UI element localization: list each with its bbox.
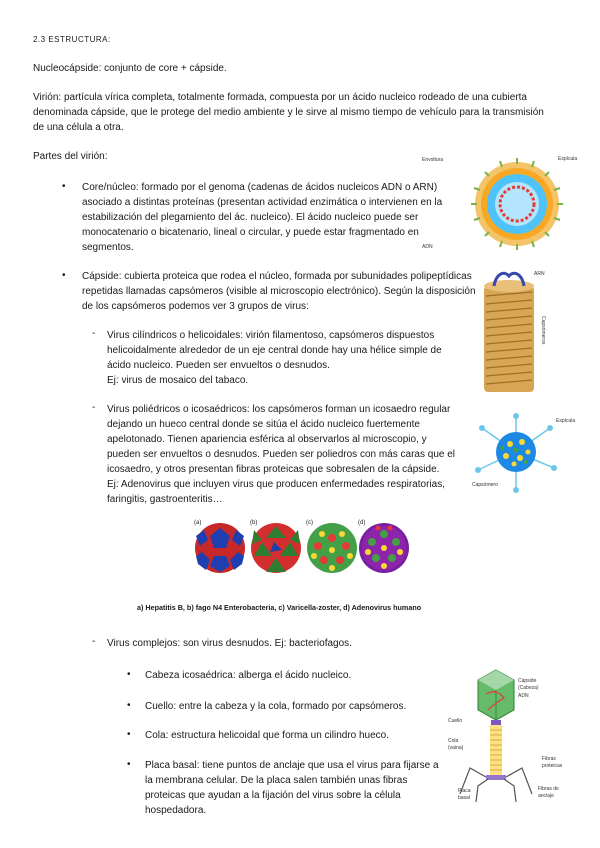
poliedrico-line-5: icosaedro, y otros presentan fibras proteicas que sobresalen de la cápside. [107,464,440,475]
virion-cross-section-figure [420,152,592,252]
panel-label-c: (c) [306,520,313,526]
label-espicula-2: Espícula [556,418,576,424]
icosahedron-b [251,523,301,573]
virion-line-3: de una célula a otra. [33,122,124,133]
placa-line-3: proteicas que ayudan a la fijación del virus sobre la célula [145,790,401,801]
complejos-line: Virus complejos: son virus desnudos. Ej: bacteriofagos. [107,638,352,649]
bullet: • [127,729,131,740]
poliedrico-line-6: Ej: Adenovirus que incluyen virus que producen enfermedades respiratorias, [107,479,445,490]
helicoidal-line-1: Virus cilíndricos o helicoidales: virión filamentoso, capsómeros dispuestos [107,330,435,341]
label-fibras: Fibras [542,756,556,762]
panel-label-d: (d) [358,520,366,526]
icosahedron-a [195,523,245,573]
virion-line-2: denominada cápside, que le protege del medio ambiente y le sirve al mismo tiempo de vehículo para la transmisión [33,107,544,118]
label-capsomero: Capsómero [472,482,498,488]
bullet: • [62,181,66,192]
placa-line-2: la membrana celular. De la placa salen también unas fibras [145,775,408,786]
placa-line-4: hospedadora. [145,805,207,816]
bullet: • [127,759,131,770]
label-capside: Cápside [518,678,537,684]
label-cabeza: (Cabeza) [518,685,539,691]
capside-line-2: repetidas llamadas capsómeros (visible al microscopio electrónico). Según la disposición [82,286,476,297]
label-espicula: Espícula [558,156,578,162]
poliedrico-line-1: Virus poliédricos o icosaédricos: los capsómeros forman un icosaedro regular [107,404,451,415]
dash: - [92,402,96,413]
helical-capsid-figure [476,266,556,396]
capside-line-1: Cápside: cubierta proteica que rodea el núcleo, formada por subunidades polipeptídicas [82,271,472,282]
helicoidal-line-3: ácido nucleico. Pueden ser envueltos o desnudos. [107,360,330,371]
panel-label-a: (a) [194,520,202,526]
helicoidal-line-4: Ej: virus de mosaico del tabaco. [107,375,249,386]
icosahedron-c [307,523,357,573]
label-placa: Placa [458,788,471,794]
label-cuello: Cuello [448,718,463,724]
dash: - [92,636,96,647]
bullet: • [127,700,131,711]
parts-title: Partes del virión: [33,151,108,162]
icosahedron-d [359,523,409,573]
label-basal: basal [458,795,470,801]
label-cola: Cola [448,738,459,744]
label-anclaje: anclaje [538,793,554,799]
icosahedra-caption: a) Hepatitis B, b) fago N4 Enterobacteria, c) Varicella-zoster, d) Adenovirus humano [137,603,422,613]
bacteriophage-figure [446,664,586,806]
virion-line-1: Virión: partícula vírica completa, totalmente formada, compuesta por un ácido nucleico rodeado de una cubierta [33,92,527,103]
label-vaina: (vaina) [448,745,464,751]
core-line-4: monocatenario o bicatenario, lineal o circular, y puede estar fragmentado en [82,227,419,238]
core-line-5: segmentos. [82,242,134,253]
label-envoltura: Envoltura [422,157,444,163]
bullet: • [62,270,66,281]
label-proteicas: proteicas [542,763,563,769]
poliedrico-line-2: dejando un hueco central donde se sitúa el ácido nucleico fuertemente [107,419,420,430]
spiked-icosahedral-figure [470,412,580,494]
label-fibras-de: Fibras de [538,786,559,792]
nucleocapside-definition: Nucleocápside: conjunto de core + cápside. [33,63,227,74]
poliedrico-line-3: apelotonado. Tienen apariencia esférica al observarlos al microscopio, y [107,434,427,445]
panel-label-b: (b) [250,520,258,526]
dash: - [92,328,96,339]
placa-line-1: Placa basal: tiene puntos de anclaje que usa el virus para fijarse a [145,760,439,771]
poliedrico-line-7: faringitis, gastroenteritis… [107,494,223,505]
icosahedra-figure [190,516,412,574]
label-arn: ARN [534,271,545,277]
core-line-3: estabilización del plegamiento del ác. nucleico). El ácido nucleico puede ser [82,212,419,223]
core-line-2: asociado a distintas proteínas (presentan actividad enzimática o intervienen en la [82,197,443,208]
poliedrico-line-4: pueden ser envueltos o desnudos. Pueden ser poliedros con más caras que el [107,449,456,460]
bullet: • [127,669,131,680]
helicoidal-line-2: helicoidalmente alrededor de un eje central donde hay una hélice simple de [107,345,442,356]
capside-line-3: de los capsómeros podemos ver 3 grupos de virus: [82,301,309,312]
section-heading: 2.3 ESTRUCTURA: [33,35,111,44]
core-line-1: Core/núcleo: formado por el genoma (cadenas de ácidos nucleicos ADN o ARN) [82,182,438,193]
label-adn: ADN [422,244,433,250]
cabeza-line: Cabeza icosaédrica: alberga el ácido nucleico. [145,670,352,681]
label-capsomeros: Capsómeros [540,316,546,345]
cuello-line: Cuello: entre la cabeza y la cola, formado por capsómeros. [145,701,407,712]
label-adn-phage: ADN [518,693,529,699]
cola-line: Cola: estructura helicoidal que forma un cilindro hueco. [145,730,390,741]
